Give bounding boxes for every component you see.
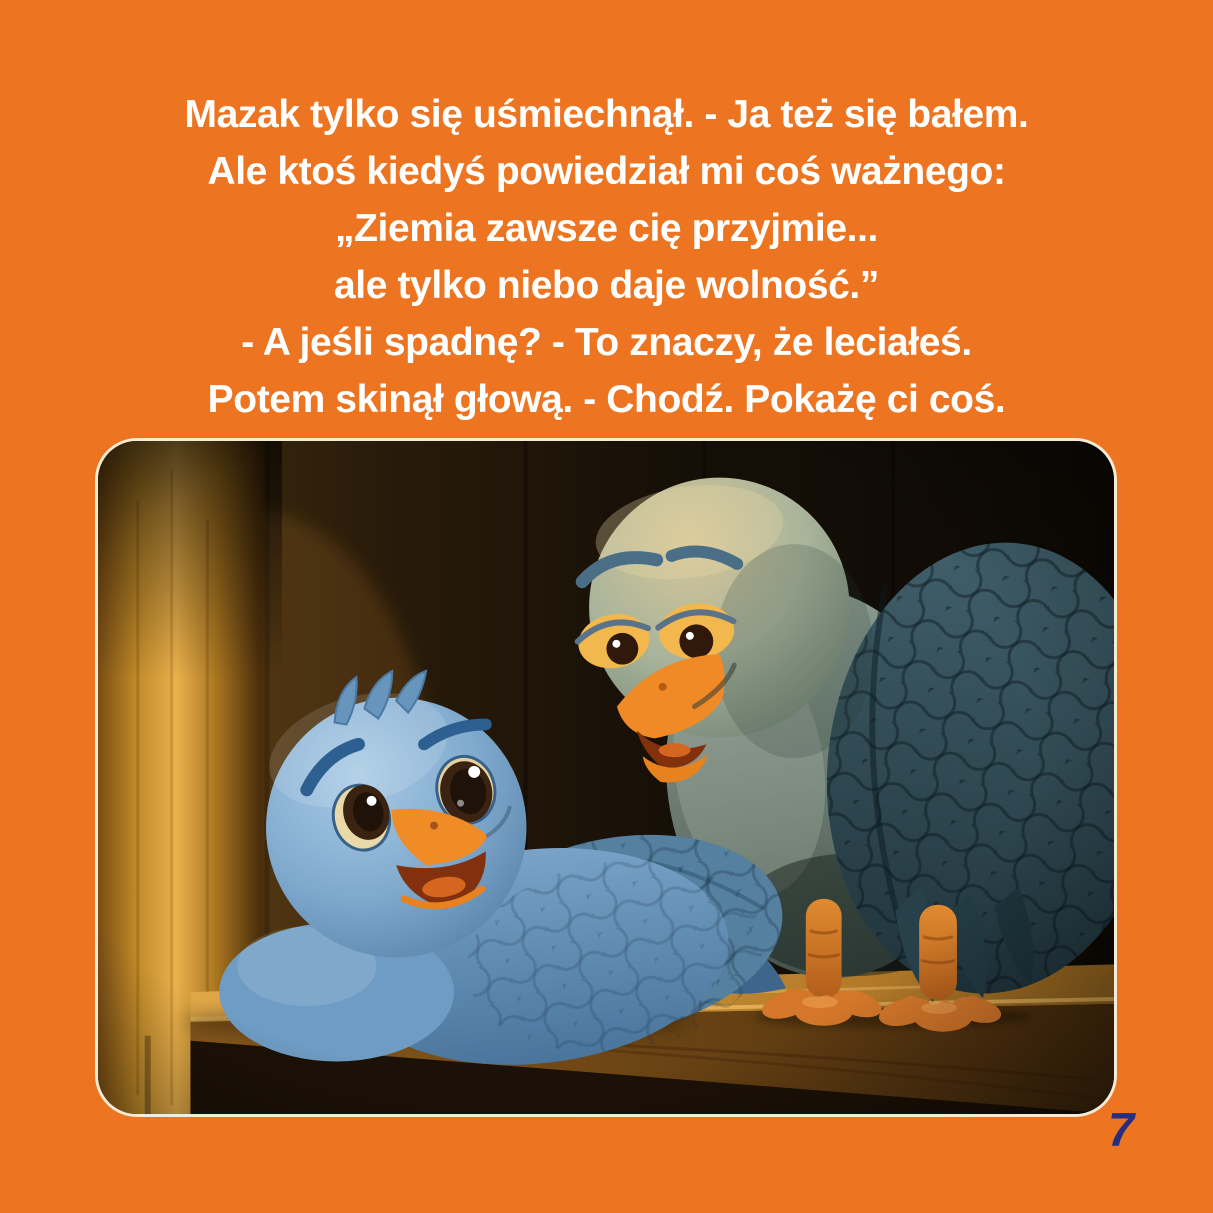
page-number: 7 [1108,1103,1135,1156]
story-line-6: Potem skinął głową. - Chodź. Pokażę ci coś. [207,378,1006,421]
story-line-2: Ale ktoś kiedyś powiedział mi coś ważnego: [207,150,1006,193]
story-line-4: ale tylko niebo daje wolność.” [334,264,879,307]
story-line-5: - A jeśli spadnę? - To znaczy, że leciałeś. [241,321,972,364]
vignette-overlay [98,441,1114,1114]
story-text [0,86,1213,428]
story-line-1: Mazak tylko się uśmiechnął. - Ja też się bałem. [184,93,1029,136]
illustration-frame [95,438,1117,1117]
birds-illustration [98,441,1114,1114]
story-line-3: „Ziemia zawsze cię przyjmie... [335,207,878,250]
